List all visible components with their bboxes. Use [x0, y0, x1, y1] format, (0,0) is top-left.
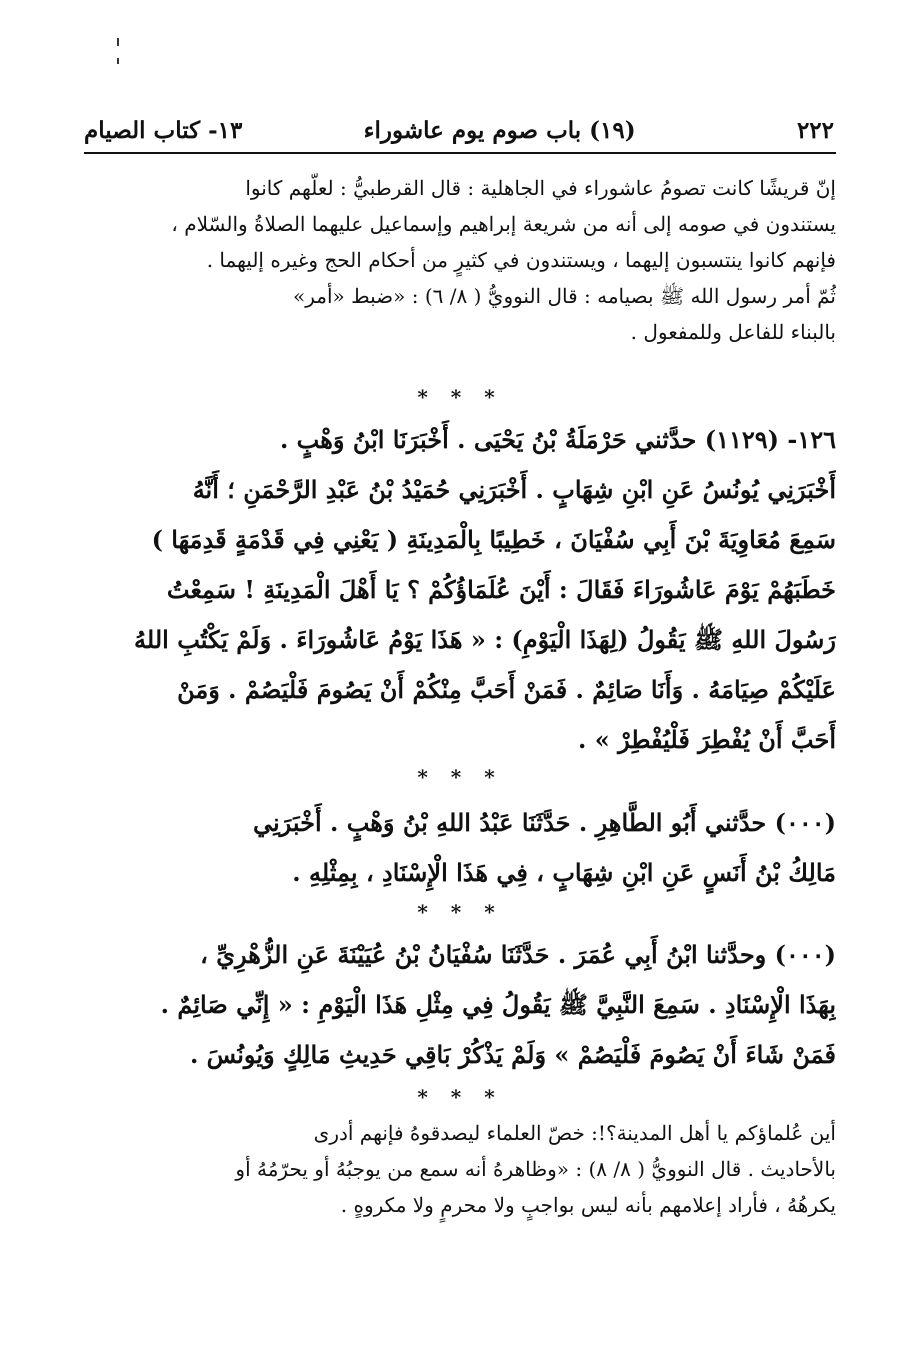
- hadith-1129: [84, 415, 836, 765]
- hadith-line: (٠٠٠) وحدَّثنا ابْنُ أَبِي عُمَرَ . حَدَّثَنَا سُفْيَانُ بْنُ عُيَيْنَةَ عَنِ الزُّهْرِيِّ ،: [200, 940, 836, 969]
- commentary-line: أين عُلماؤكم يا أهل المدينة؟!: خصّ العلماء ليصدقوهُ فإنهم أدرى: [313, 1121, 836, 1145]
- header-rule: [84, 152, 836, 154]
- commentary-line: إنّ قريشًا كانت تصومُ عاشوراء في الجاهلية : قال القرطبيُّ : لعلّهم كانوا: [245, 176, 836, 200]
- hadith-line: أَحَبَّ أَنْ يُفْطِرَ فَلْيُفْطِرْ » .: [578, 725, 836, 754]
- margin-mark: [117, 58, 119, 64]
- hadith-abu-tahir: [84, 798, 836, 898]
- hadith-line: ١٢٦- (١١٢٩) حدَّثني حَرْمَلَةُ بْنُ يَحْيَى . أَخْبَرَنَا ابْنُ وَهْبٍ .: [279, 425, 836, 454]
- commentary-line: يستندون في صومه إلى أنه من شريعة إبراهيم وإسماعيل عليهما الصلاةُ والسّلام ،: [171, 212, 836, 236]
- section-separator: * * *: [417, 385, 503, 409]
- hadith-line: (٠٠٠) حدَّثني أَبُو الطَّاهِرِ . حَدَّثَنَا عَبْدُ اللهِ بْنُ وَهْبٍ . أَخْبَرَنِي: [252, 808, 836, 837]
- section-separator: * * *: [417, 765, 503, 789]
- hadith-line: أَخْبَرَنِي يُونُسُ عَنِ ابْنِ شِهَابٍ . أَخْبَرَنِي حُمَيْدُ بْنُ عَبْدِ الرَّحْمَنِ ؛ أَنَّهُ: [192, 475, 836, 504]
- commentary-line: فإنهم كانوا ينتسبون إليهما ، ويستندون في كثيرٍ من أحكام الحج وغيره إليهما .: [206, 248, 836, 272]
- book-title: ١٣- كتاب الصيام: [84, 116, 243, 144]
- hadith-line: بِهَذَا الْإِسْنَادِ . سَمِعَ النَّبِيَّ ﷺ يَقُولُ فِي مِثْلِ هَذَا الْيَوْمِ : « إِنِّي صَائِمٌ .: [160, 990, 836, 1019]
- section-separator: * * *: [417, 900, 503, 924]
- commentary-line: بالأحاديث . قال النوويُّ ( ٨/ ٨) : «وظاهرهُ أنه سمع من يوجبُهُ أو يحرّمُهُ أو: [235, 1157, 836, 1181]
- hadith-line: عَلَيْكُمْ صِيَامَهُ . وَأَنَا صَائِمٌ . فَمَنْ أَحَبَّ مِنْكُمْ أَنْ يَصُومَ فَلْيَصُمْ . وَمَنْ: [177, 675, 836, 704]
- page-header: [84, 108, 834, 152]
- hadith-line: خَطَبَهُمْ يَوْمَ عَاشُورَاءَ فَقَالَ : أَيْنَ عُلَمَاؤُكُمْ ؟ يَا أَهْلَ الْمَدِينَةِ ! سَمِعْتُ: [166, 575, 836, 604]
- hadith-ibn-abi-umar: [84, 930, 836, 1080]
- bottom-commentary: [84, 1115, 836, 1223]
- page-number: ٢٢٢: [796, 116, 834, 144]
- hadith-line: رَسُولَ اللهِ ﷺ يَقُولُ (لِهَذَا الْيَوْمِ) : « هَذَا يَوْمُ عَاشُورَاءَ . وَلَمْ يَكْتُبِ اللهُ: [134, 625, 836, 654]
- section-separator: * * *: [417, 1085, 503, 1109]
- hadith-line: سَمِعَ مُعَاوِيَةَ بْنَ أَبِي سُفْيَانَ ، خَطِيبًا بِالْمَدِينَةِ ( يَعْنِي فِي قَدْمَةٍ قَدِمَهَا ): [151, 525, 836, 554]
- hadith-line: فَمَنْ شَاءَ أَنْ يَصُومَ فَلْيَصُمْ » وَلَمْ يَذْكُرْ بَاقِي حَدِيثِ مَالِكٍ وَيُونُسَ .: [189, 1040, 836, 1069]
- chapter-title: (١٩) باب صوم يوم عاشوراء: [363, 116, 636, 144]
- commentary-line: ثُمّ أمر رسول الله ﷺ بصيامه : قال النوويُّ ( ٨/ ٦) : «ضبط «أمر»: [293, 284, 836, 308]
- hadith-line: مَالِكُ بْنُ أَنَسٍ عَنِ ابْنِ شِهَابٍ ، فِي هَذَا الْإِسْنَادِ ، بِمِثْلِهِ .: [292, 858, 836, 887]
- top-commentary: [84, 170, 836, 350]
- commentary-line: بالبناء للفاعل وللمفعول .: [630, 320, 836, 344]
- commentary-line: يكرهُهُ ، فأراد إعلامهم بأنه ليس بواجبٍ ولا محرمٍ ولا مكروهٍ .: [340, 1193, 836, 1217]
- margin-mark: [117, 38, 119, 46]
